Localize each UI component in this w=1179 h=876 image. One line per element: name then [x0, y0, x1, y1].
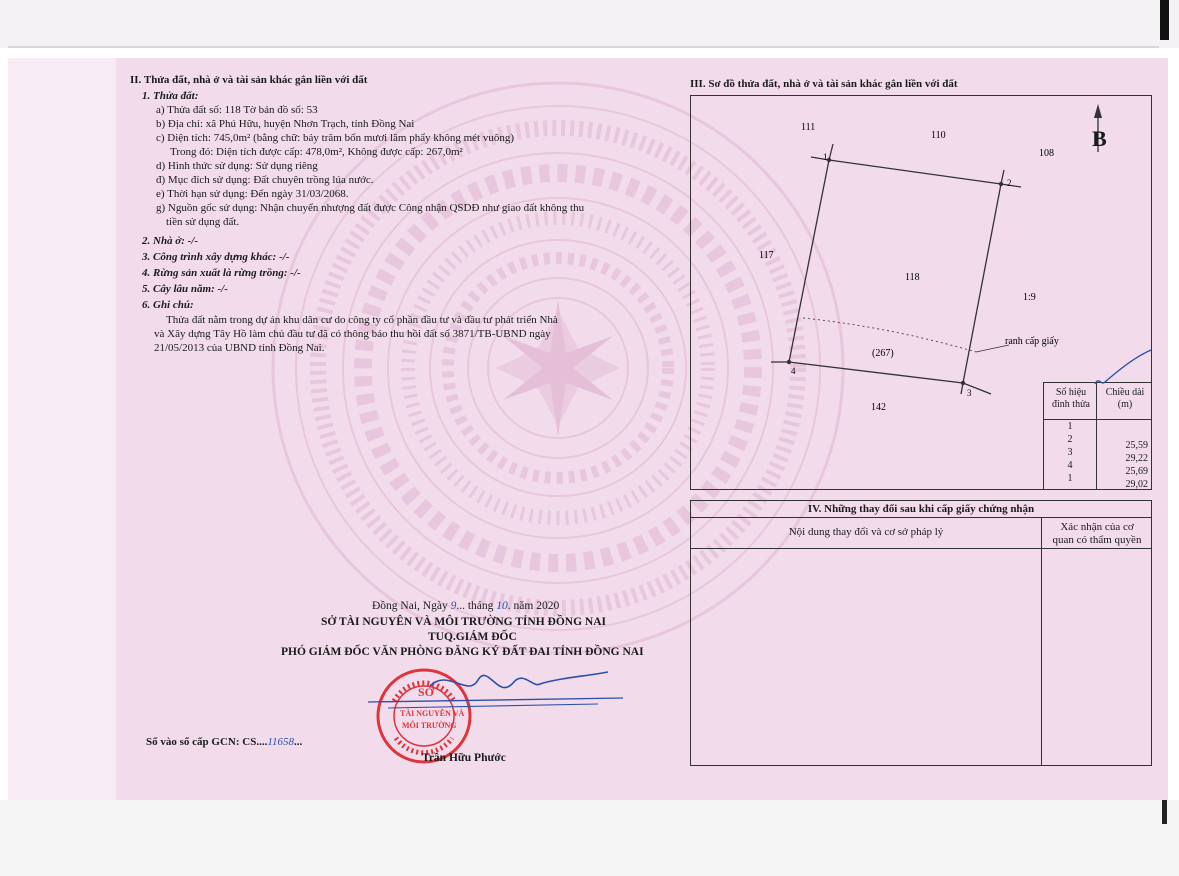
date-month: 10 — [496, 600, 508, 612]
forest-line: 4. Rừng sản xuất là rừng trồng: -/- — [142, 267, 301, 279]
usage-term: e) Thời hạn sử dụng: Đến ngày 31/03/2068. — [156, 188, 349, 200]
label-142: 142 — [871, 402, 886, 413]
table-row-vertex: 2 — [1067, 434, 1073, 445]
label-boundary: ranh cấp giấy — [1005, 336, 1059, 347]
section2-heading: II. Thửa đất, nhà ở và tài sản khác gắn liền với đất — [130, 74, 368, 86]
notes-line-3: 21/05/2013 của UBND tỉnh Đồng Nai. — [154, 342, 325, 354]
table-row-length: 29,22 — [1125, 453, 1148, 464]
handwritten-signature — [368, 658, 628, 718]
label-117: 117 — [759, 250, 774, 261]
issue-date: Đồng Nai, Ngày 9... tháng 10. năm 2020 — [372, 600, 560, 612]
label-119: 1:9 — [1023, 292, 1036, 303]
vertex-length-table — [1043, 382, 1151, 489]
vertex-3: 3 — [967, 388, 972, 398]
table-header-length: Chiều dài (m) — [1105, 387, 1145, 410]
parcel-address: b) Địa chỉ: xã Phú Hữu, huyện Nhơn Trạch, tỉnh Đồng Nai — [156, 118, 415, 130]
vertex-4: 4 — [791, 366, 796, 376]
parcel-title: 1. Thửa đất: — [142, 90, 199, 102]
stamp-so-text: SỞ — [418, 685, 435, 699]
department-name: SỞ TÀI NGUYÊN VÀ MÔI TRƯỜNG TỈNH ĐỒNG NAI — [321, 616, 606, 628]
table-header-no: Số hiệu đỉnh thửa — [1052, 387, 1090, 410]
parcel-area-detail: Trong đó: Diện tích được cấp: 478,0m², Không được cấp: 267,0m² — [170, 146, 463, 158]
certificate-sheet — [8, 58, 1168, 800]
signer-name: Trần Hữu Phước — [422, 752, 506, 764]
perennial-line: 5. Cây lâu năm: -/- — [142, 283, 228, 295]
blue-check-mark — [1087, 348, 1153, 398]
usage-form: d) Hình thức sử dụng: Sử dụng riêng — [156, 160, 318, 172]
col-change-content: Nội dung thay đổi và cơ sở pháp lý — [788, 526, 944, 538]
label-108: 108 — [1039, 148, 1054, 159]
date-day: 9 — [450, 600, 457, 612]
usage-origin: g) Nguồn gốc sử dụng: Nhận chuyển nhượng đất được Công nhận QSDĐ như giao đất không thu — [156, 202, 585, 214]
parcel-area: c) Diện tích: 745,0m² (bằng chữ: bảy trăm bốn mươi lăm phẩy không mét vuông) — [156, 132, 514, 144]
changes-table — [690, 500, 1152, 766]
register-number: Số vào sổ cấp GCN: CS....11658... — [146, 736, 303, 748]
notes-title: 6. Ghi chú: — [142, 299, 194, 311]
label-111: 111 — [801, 122, 816, 133]
vertex-1: 1 — [823, 152, 828, 162]
signer-position: PHÓ GIÁM ĐỐC VĂN PHÒNG ĐĂNG KÝ ĐẤT ĐAI TỈNH ĐỒNG NAI — [281, 646, 644, 658]
notes-line-2: và Xây dựng Tây Hồ làm chủ đầu tư đã có thông báo thu hồi đất số 3871/TB-UBND ngày — [154, 328, 551, 340]
parcel-map — [690, 95, 1152, 490]
table-row-length: 29,02 — [1125, 479, 1148, 490]
table-row-vertex: 1 — [1067, 421, 1073, 432]
house-line: 2. Nhà ở: -/- — [142, 235, 199, 247]
bottom-page-strip — [0, 800, 1179, 876]
table-row-vertex: 3 — [1067, 447, 1073, 458]
table-row-length: 25,69 — [1125, 466, 1148, 477]
label-118: 118 — [905, 272, 920, 283]
top-page-strip — [0, 0, 1179, 48]
construction-line: 3. Công trình xây dựng khác: -/- — [142, 251, 290, 263]
notes-line-1: Thửa đất nằm trong dự án khu dân cư do công ty cổ phần đầu tư và đầu tư phát triển Nhà — [166, 314, 558, 326]
section3-heading: III. Sơ đồ thửa đất, nhà ở và tài sản khác gắn liền với đất — [690, 78, 958, 90]
table-row-vertex: 4 — [1067, 460, 1073, 471]
table-row-vertex: 1 — [1067, 473, 1073, 484]
register-value: 11658 — [267, 736, 295, 748]
scan-edge-bar — [1160, 0, 1169, 40]
north-indicator: B — [1092, 126, 1107, 151]
usage-origin-cont: tiền sử dụng đất. — [166, 216, 240, 228]
stamp-mid1-text: TÀI NGUYÊN VÀ — [400, 709, 465, 718]
label-excluded-area: (267) — [872, 348, 894, 359]
label-110: 110 — [931, 130, 946, 141]
col-authority-confirm: Xác nhận của cơ quan có thẩm quyền — [1052, 521, 1142, 546]
stamp-mid2-text: MÔI TRƯỜNG — [402, 721, 457, 730]
tuq-label: TUQ.GIÁM ĐỐC — [428, 631, 517, 643]
parcel-number: a) Thửa đất số: 118 Tờ bản đồ số: 53 — [156, 104, 318, 116]
table-row-length: 25,59 — [1125, 440, 1148, 451]
section4-heading: IV. Những thay đổi sau khi cấp giấy chứng nhận — [807, 503, 1035, 515]
usage-purpose: đ) Mục đích sử dụng: Đất chuyên trồng lúa nước. — [156, 174, 374, 186]
vertex-2: 2 — [1007, 178, 1012, 188]
